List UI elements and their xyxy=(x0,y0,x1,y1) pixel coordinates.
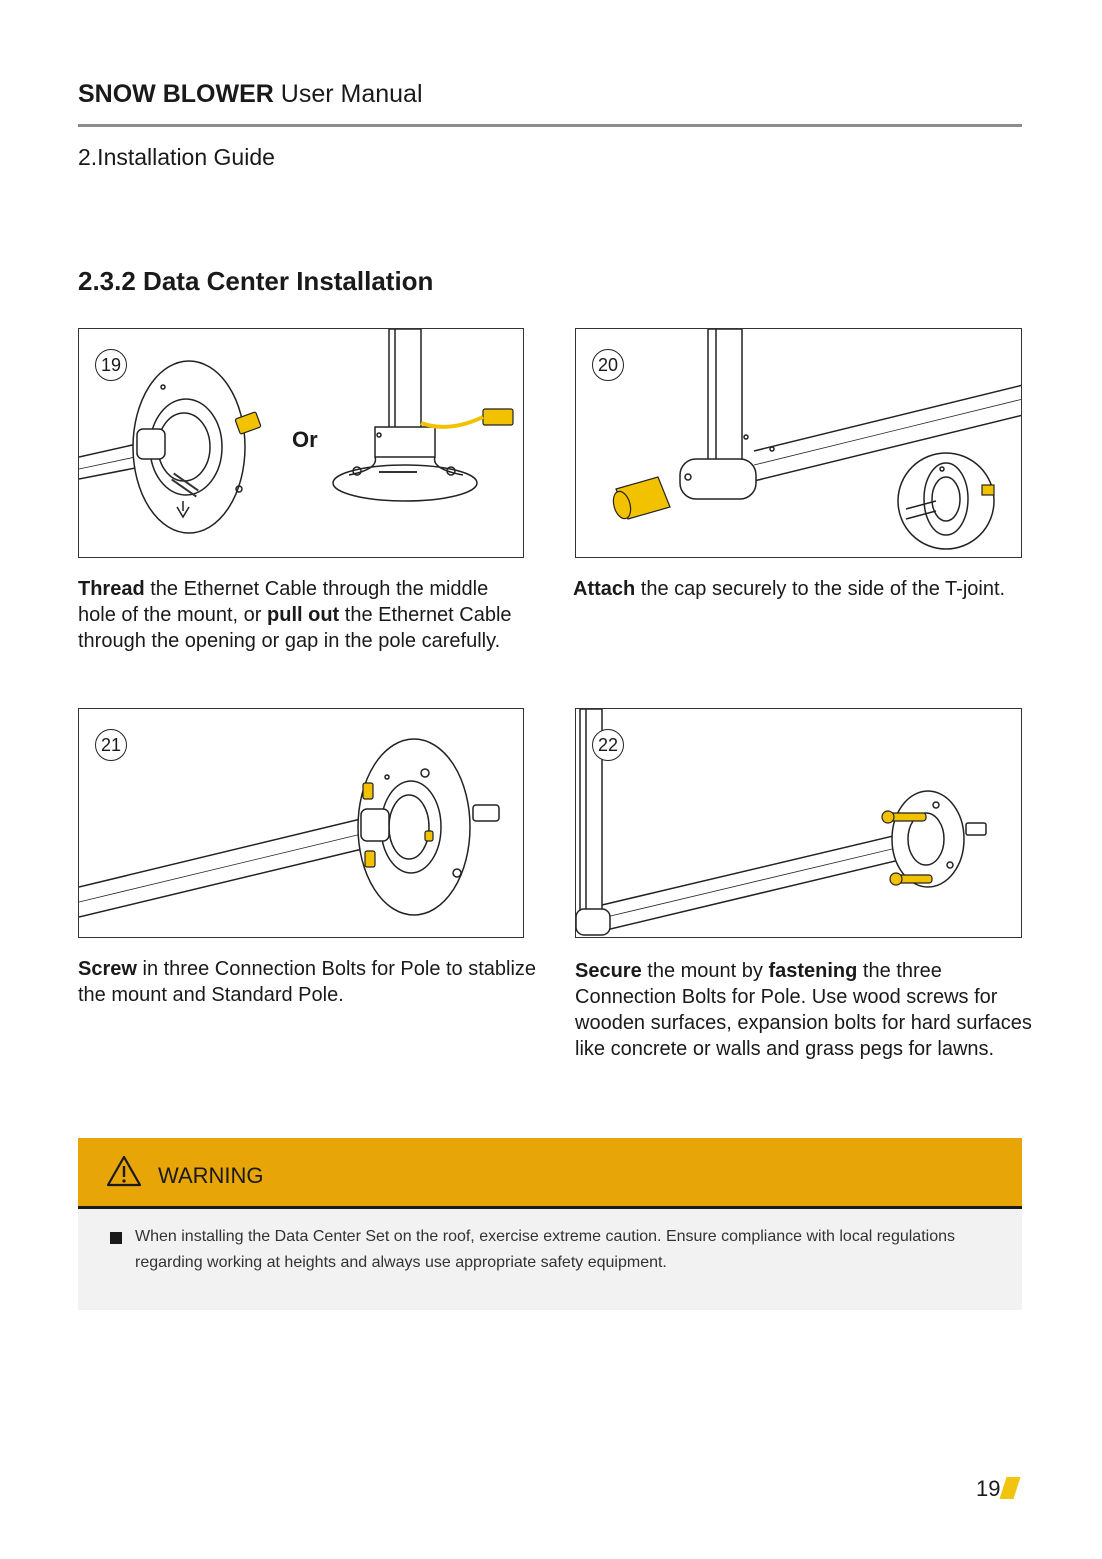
cap-tjoint-illustration xyxy=(576,329,1022,558)
step-19-illustration xyxy=(78,328,524,558)
step-22-illustration xyxy=(575,708,1022,938)
step-21-illustration xyxy=(78,708,524,938)
page-accent-mark xyxy=(999,1477,1020,1499)
secure-mount-illustration xyxy=(576,709,1022,938)
warning-title: WARNING xyxy=(158,1163,264,1188)
doc-type: User Manual xyxy=(280,80,423,108)
header-divider xyxy=(78,124,1022,127)
page-heading: 2.3.2 Data Center Installation xyxy=(78,266,434,296)
or-label: Or xyxy=(292,427,318,452)
step-22-caption: Secure the mount by fastening the three Connection Bolts for Pole. Use wood screws for wooden surfaces, expansion bolts for hard surfaces like concrete or walls and grass pegs for lawns. xyxy=(575,960,1032,1060)
warning-triangle-icon xyxy=(106,1155,142,1187)
page-number: 19 xyxy=(976,1476,1001,1501)
product-name: SNOW BLOWER xyxy=(78,80,274,108)
bullet-square xyxy=(110,1232,122,1244)
step-19-caption: Thread the Ethernet Cable through the middle hole of the mount, or pull out the Ethernet Cable through the opening or gap in the pole carefully. xyxy=(78,578,512,652)
warning-text: When installing the Data Center Set on the roof, exercise extreme caution. Ensure compliance with local regulations regarding working at heights and always use appropriate safety equipment. xyxy=(135,1228,955,1271)
step-number-badge: 19 xyxy=(95,349,127,381)
manual-title xyxy=(78,80,423,109)
warning-banner xyxy=(78,1138,1022,1209)
step-number-badge: 22 xyxy=(592,729,624,761)
step-number-badge: 20 xyxy=(592,349,624,381)
section-title: 2.Installation Guide xyxy=(78,144,275,170)
step-number-badge: 21 xyxy=(95,729,127,761)
bolt-screw-illustration xyxy=(79,709,524,938)
step-20-illustration xyxy=(575,328,1022,558)
step-20-caption: Attach the cap securely to the side of the T-joint. xyxy=(573,578,1006,600)
warning-body xyxy=(78,1209,1022,1310)
step-21-caption: Screw in three Connection Bolts for Pole to stablize the mount and Standard Pole. xyxy=(78,958,537,1006)
